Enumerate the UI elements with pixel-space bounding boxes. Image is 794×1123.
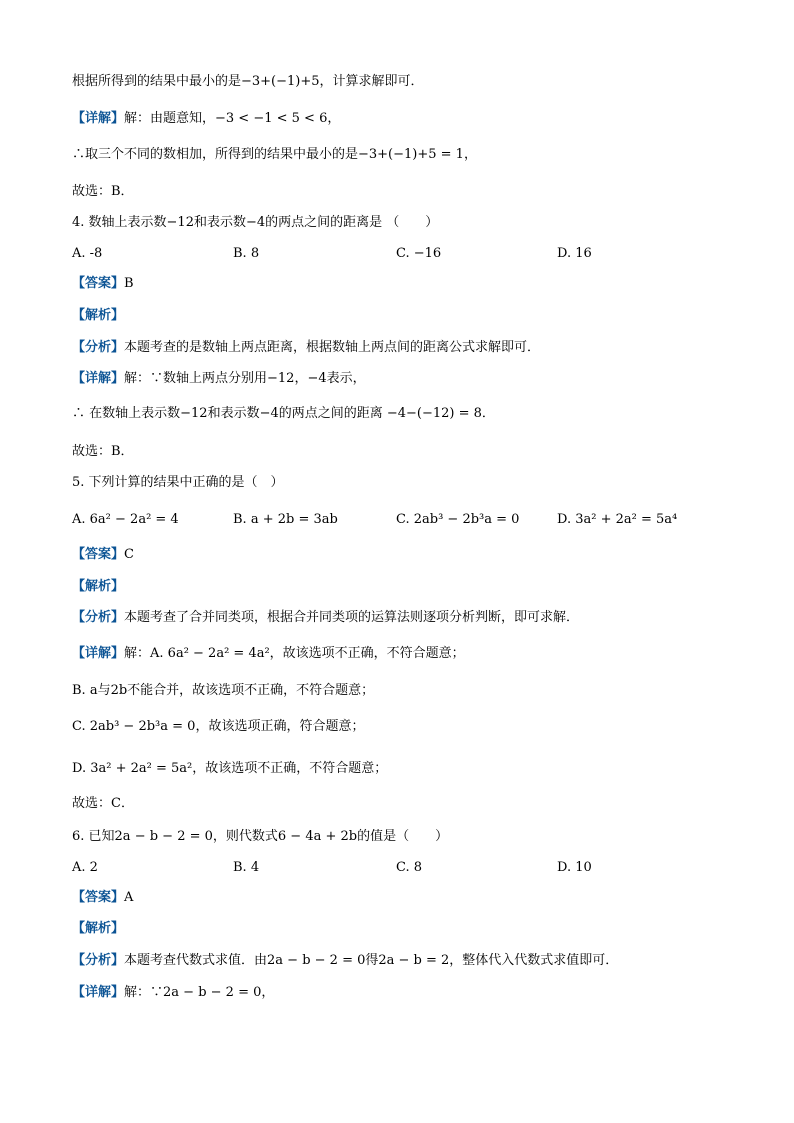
question-4-option-d: D. 16 [557, 246, 592, 261]
analysis-text: 本题考查了合并同类项，根据合并同类项的运算法则逐项分析判断，即可求解． [124, 610, 580, 625]
detail-text: 解：A. 6a² − 2a² = 4a²，故该选项不正确，不符合题意； [124, 646, 465, 661]
answer-tag: 【答案】 [72, 890, 125, 905]
answer-line [72, 546, 754, 564]
detail-text: 解：由题意知，−3 < −1 < 5 < 6， [124, 111, 341, 126]
analysis-tag: 【解析】 [72, 921, 125, 936]
question-5-option-b: B. a + 2b = 3ab [233, 512, 338, 527]
question-5-option-c: C. 2ab³ − 2b³a = 0 [396, 512, 520, 527]
section-tag: 【详解】 [72, 371, 125, 386]
answer-line [72, 889, 754, 907]
text-line: 故选：C． [72, 796, 134, 811]
detail-text: 解：∵2a − b − 2 = 0， [124, 985, 275, 1000]
section-tag: 【详解】 [72, 111, 125, 126]
analysis-text: 本题考查代数式求值．由2a − b − 2 = 0得2a − b = 2，整体代入代数式求值即可． [124, 953, 619, 968]
analysis-heading [72, 307, 754, 325]
question-6-stem: 6. 已知2a − b − 2 = 0，则代数式6 − 4a + 2b的值是（ ） [72, 829, 449, 844]
question-5-option-a: A. 6a² − 2a² = 4 [72, 512, 179, 527]
text-line [72, 984, 754, 1002]
analysis-heading [72, 578, 754, 596]
text-line [72, 339, 754, 357]
section-tag: 【详解】 [72, 985, 125, 1000]
text-line: 故选：B． [72, 184, 134, 199]
answer-tag: 【答案】 [72, 547, 125, 562]
text-line: 根据所得到的结果中最小的是−3+(−1)+5，计算求解即可． [72, 74, 424, 89]
analysis-tag: 【解析】 [72, 579, 125, 594]
section-tag: 【分析】 [72, 340, 125, 355]
question-6-option-d: D. 10 [557, 860, 592, 875]
text-line [72, 370, 754, 388]
question-6-option-b: B. 4 [233, 860, 260, 875]
analysis-text: 本题考查的是数轴上两点距离，根据数轴上两点间的距离公式求解即可． [124, 340, 541, 355]
section-tag: 【分析】 [72, 953, 125, 968]
text-line [72, 110, 754, 128]
question-6-option-a: A. 2 [72, 860, 98, 875]
text-line: ∴取三个不同的数相加，所得到的结果中最小的是−3+(−1)+5 = 1， [72, 147, 477, 162]
answer-value: C [124, 547, 134, 562]
text-line [72, 609, 754, 627]
text-line: C. 2ab³ − 2b³a = 0，故该选项正确，符合题意； [72, 719, 365, 734]
section-tag: 【详解】 [72, 646, 125, 661]
question-6-option-c: C. 8 [396, 860, 423, 875]
analysis-tag: 【解析】 [72, 308, 125, 323]
analysis-heading [72, 920, 754, 938]
text-line [72, 952, 754, 970]
text-line: D. 3a² + 2a² = 5a²，故该选项不正确，不符合题意； [72, 761, 388, 776]
text-line [72, 645, 754, 663]
question-4-option-a: A. -8 [72, 246, 103, 261]
question-4-option-b: B. 8 [233, 246, 260, 261]
question-5-stem: 5. 下列计算的结果中正确的是（ ） [72, 475, 284, 490]
question-5-option-d: D. 3a² + 2a² = 5a⁴ [557, 512, 678, 527]
text-line: B. a与2b不能合并，故该选项不正确，不符合题意； [72, 683, 375, 698]
answer-value: A [124, 890, 134, 905]
answer-line [72, 275, 754, 293]
text-line: 故选：B． [72, 444, 134, 459]
answer-value: B [124, 276, 134, 291]
section-tag: 【分析】 [72, 610, 125, 625]
detail-text: 解：∵数轴上两点分别用−12，−4表示， [124, 371, 366, 386]
question-4-option-c: C. −16 [396, 246, 442, 261]
text-line: ∴ 在数轴上表示数−12和表示数−4的两点之间的距离 −4−(−12) = 8． [72, 406, 495, 421]
answer-tag: 【答案】 [72, 276, 125, 291]
question-4-stem: 4. 数轴上表示数−12和表示数−4的两点之间的距离是 （ ） [72, 215, 439, 230]
